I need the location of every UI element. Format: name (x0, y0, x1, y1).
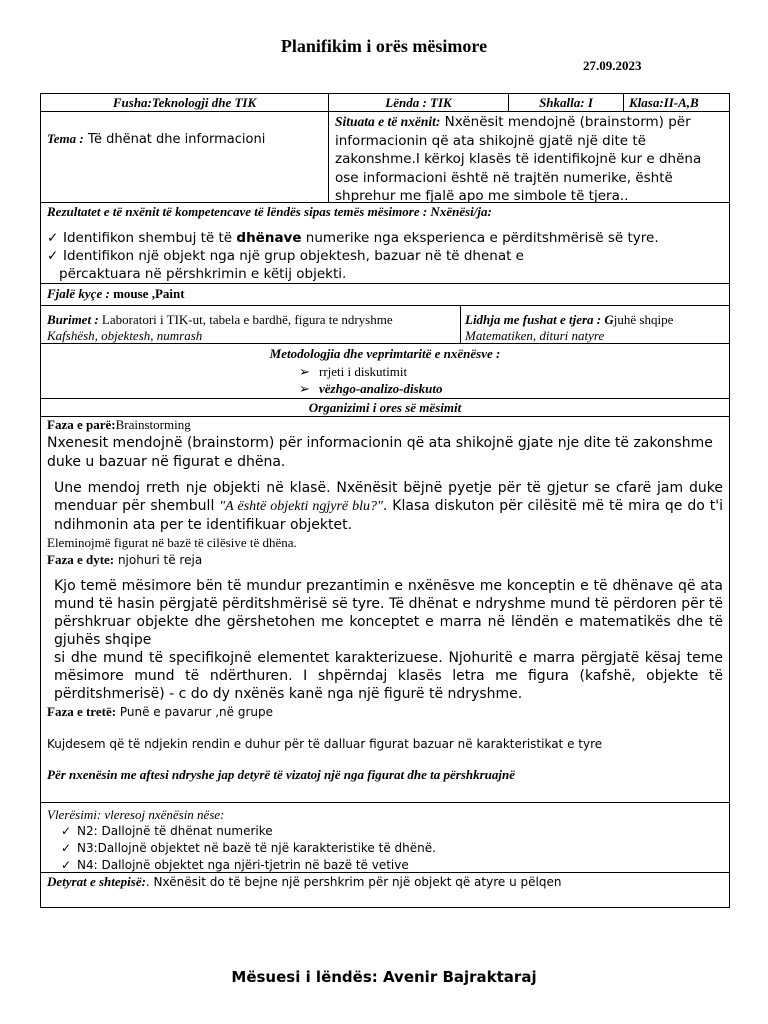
tema-label: Tema : (47, 131, 84, 146)
faza1-p2: Une mendoj rreth nje objekti në klasë. Nxënësit bëjnë pyetje për të gjetur se cfarë jam duke menduar për shembull "A është objekti ngjyrë blu?". Klasa diskuton për cilësitë më të mira qe do t'i ndihmonin ata per te identifikuar objektet. (54, 480, 723, 533)
situata-label: Situata e të nxënit: (335, 114, 441, 129)
header-row (41, 94, 729, 112)
faza1-title: Faza e parë:Brainstorming (47, 417, 191, 432)
fjale-kyce-row (41, 284, 729, 306)
faza1-p3: Eleminojmë figurat në bazë të cilësive të dhëna. (47, 535, 297, 550)
fazat-section (41, 417, 729, 803)
rezultatet-item-1: ✓ Identifikon shembuj të të dhënave numerike nga eksperienca e përditshmërisë së tyre. (47, 230, 659, 246)
checkmark-icon: ✓ (61, 824, 72, 838)
page-title: Planifikim i orës mësimore (280, 36, 488, 56)
arrow-bullet-icon: ➢ (299, 381, 310, 396)
detyrat-label: Detyrat e shtepisë: (47, 874, 146, 889)
teacher-signature-line: Mësuesi i lëndës: Avenir Bajraktaraj (231, 968, 537, 986)
lidhja-cell: Lidhja me fushat e tjera : Gjuhë shqipe Matematiken, dituri natyre (465, 312, 674, 343)
faza3-p1: Kujdesem që të ndjekin rendin e duhur për të dalluar figurat bazuar në karakteristikat e tyre (47, 737, 603, 751)
rezultatet-heading: Rezultatet e të nxënit të kompetencave të lëndës sipas temës mësimore : Nxënësi/ja: (47, 204, 492, 219)
lenda-cell: Lënda : TIK (329, 94, 509, 111)
rezultatet-item-2: ✓ Identifikon një objekt nga një grup objektesh, bazuar në të dhenat e përcaktuara në përshkrimin e këtij objekti. (47, 248, 524, 282)
metodologjia-item-2: ➢ vëzhgo-analizo-diskuto (299, 381, 443, 396)
fusha-cell: Fusha:Teknologji dhe TIK (41, 94, 329, 111)
burimet-row (41, 306, 729, 344)
detyrat-section (41, 873, 729, 907)
arrow-bullet-icon: ➢ (299, 363, 310, 379)
faza2-p1: Kjo temë mësimore bën të mundur prezantimin e nxënësve me konceptin e të dhënave që ata mund të hasin përgjatë përditshmërisë së tyre. Të dhënat e ndryshme mund të përdoren për të përshkruar objekte dhe gërshetohen me konceptet e marra në lëndën e matematikës dhe të gjuhës shqipe (54, 578, 724, 648)
vleresimi-item: ✓ N3:Dallojnë objektet në bazë të një karakteristike të dhënë. (61, 841, 436, 855)
checkmark-icon: ✓ (47, 230, 59, 246)
checkmark-icon: ✓ (61, 841, 72, 855)
tema-row (41, 112, 729, 203)
faza3-p2: Për nxenësin me aftesi ndryshe jap detyrë të vizatoj një nga figurat dhe ta përshkruajnë (47, 767, 516, 782)
date: 27.09.2023 (583, 58, 642, 73)
metodologjia-section (41, 344, 729, 399)
lesson-plan-table (40, 93, 730, 908)
organizimi-heading: Organizimi i ores së mësimit (41, 399, 729, 417)
klasa-cell: Klasa:II-A,B (629, 95, 699, 110)
vleresimi-item: ✓ N4: Dallojnë objektet nga njëri-tjetrin në bazë të vetive (61, 858, 409, 872)
tema-cell (41, 112, 329, 202)
checkmark-icon: ✓ (61, 858, 72, 872)
fjale-kyce-value: mouse ,Paint (109, 286, 185, 301)
detyrat-value: . Nxënësit do të bejne një pershkrim për një objekt që atyre u pëlqen (145, 875, 562, 889)
fjale-kyce-label: Fjalë kyçe : (47, 286, 110, 301)
situata-cell (329, 112, 729, 202)
vleresimi-heading: Vlerësimi: vleresoj nxënësin nëse: (47, 807, 225, 822)
faza2-p2: si dhe mund të specifikojnë elementet karakterizuese. Njohuritë e marra përgjatë kësaj teme mësimore mund të ndërthuren. I shpërndaj klasës letra me figura (kafshë, objekte të përditshmerisë) - c do dy nxënës kanë nga një figurë të ndryshme. (54, 650, 723, 702)
vleresimi-section (41, 803, 729, 873)
situata-text: Nxënësit mendojnë (brainstorm) për informacionin që ata shikojnë gjatë një dite të zakonshme.I kërkoj klasës të identifikojnë kur e dhëna ose informacioni është në trajtën numerike, është shprehur me fjalë apo me simbole të tjera.. (335, 114, 702, 204)
faza1-p1: Nxenesit mendojnë (brainstorm) për informacionin që ata shikojnë gjate nje dite të zakonshme duke u bazuar në figurat e dhëna. (47, 435, 713, 470)
faza2-title: Faza e dyte: njohuri të reja (47, 552, 203, 567)
metodologjia-item-1: ➢ rrjeti i diskutimit (299, 363, 408, 379)
faza3-title: Faza e tretë: Punë e pavarur ,në grupe (47, 704, 273, 719)
shkalla-cell: Shkalla: I (509, 94, 624, 111)
metodologjia-heading: Metodologjia dhe veprimtaritë e nxënësve : (269, 346, 501, 361)
tema-value: Të dhënat dhe informacioni (83, 132, 266, 147)
burimet-cell: Burimet : Laboratori i TIK-ut, tabela e bardhë, figura te ndryshme Kafshësh, objektesh, numrash (41, 306, 461, 343)
vleresimi-item: ✓ N2: Dallojnë të dhënat numerike (61, 824, 273, 838)
checkmark-icon: ✓ (47, 248, 59, 264)
rezultatet-section (41, 203, 729, 284)
